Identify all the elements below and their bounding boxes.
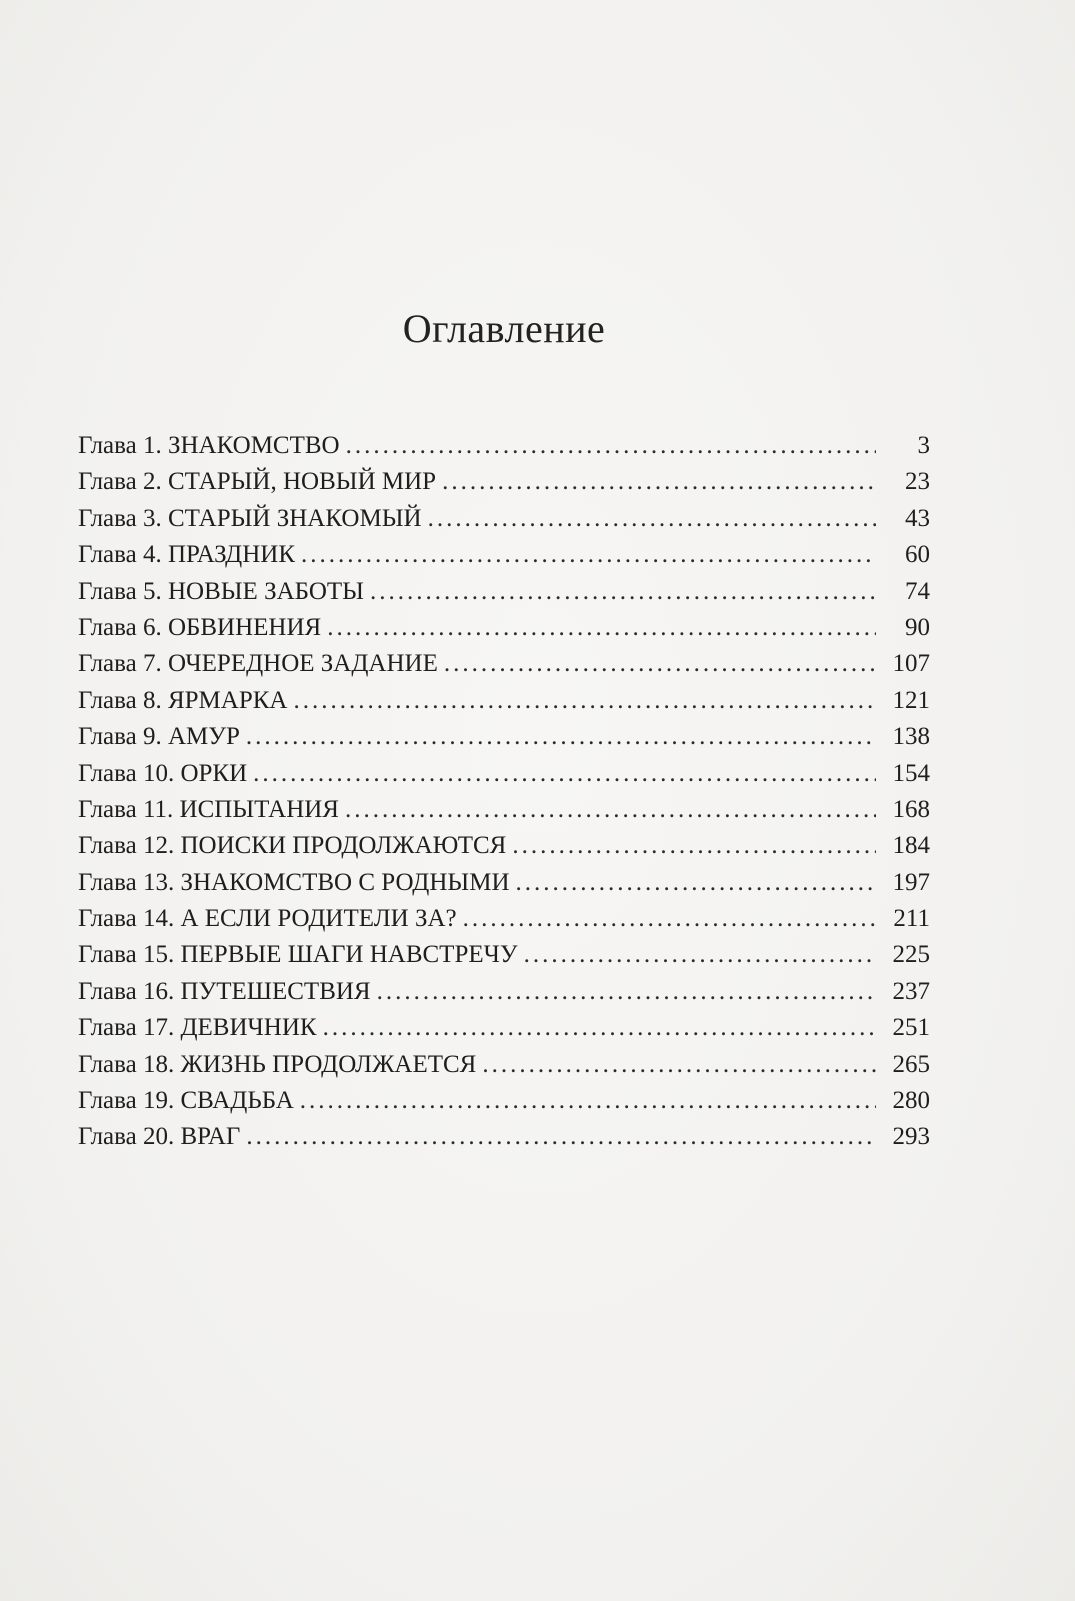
chapter-title: Глава 20. ВРАГ: [78, 1123, 241, 1151]
toc-entry: [78, 974, 930, 1010]
chapter-title: Глава 1. ЗНАКОМСТВО: [78, 432, 340, 459]
chapter-title: Глава 10. ОРКИ: [78, 759, 248, 787]
page-number: 138: [892, 723, 930, 751]
toc-entry: [78, 574, 930, 610]
chapter-title: Глава 6. ОБВИНЕНИЯ: [78, 613, 322, 641]
chapter-title: Глава 5. НОВЫЕ ЗАБОТЫ: [78, 577, 364, 605]
chapter-title: Глава 19. СВАДЬБА: [78, 1087, 294, 1115]
toc-entry: [78, 792, 930, 828]
toc-entry: [78, 828, 930, 864]
page-number: 23: [905, 468, 930, 496]
dot-leader: [246, 719, 876, 755]
chapter-title: Глава 12. ПОИСКИ ПРОДОЛЖАЮТСЯ: [78, 832, 507, 860]
toc-entry: [78, 937, 930, 973]
chapter-title: Глава 18. ЖИЗНЬ ПРОДОЛЖАЕТСЯ: [78, 1050, 477, 1078]
chapter-title: Глава 14. А ЕСЛИ РОДИТЕЛИ ЗА?: [78, 905, 457, 933]
dot-leader: [463, 901, 876, 937]
toc-entry: [78, 537, 930, 573]
toc-entry: [78, 901, 930, 937]
page-number: 90: [905, 613, 930, 641]
toc-entry: [78, 865, 930, 901]
page-number: 280: [892, 1087, 930, 1115]
toc-entry: [78, 1010, 930, 1046]
chapter-title: Глава 13. ЗНАКОМСТВО С РОДНЫМИ: [78, 868, 510, 896]
toc-entry: [78, 646, 930, 682]
page-number: 43: [905, 504, 930, 532]
page-number: 293: [892, 1123, 930, 1151]
chapter-title: Глава 9. АМУР: [78, 723, 240, 751]
toc-entry: [78, 610, 930, 646]
page-number: 237: [892, 977, 930, 1005]
chapter-title: Глава 3. СТАРЫЙ ЗНАКОМЫЙ: [78, 504, 422, 532]
page-number: 251: [892, 1014, 930, 1042]
dot-leader: [246, 1119, 876, 1155]
page-number: 225: [892, 941, 930, 969]
dot-leader: [444, 646, 876, 682]
page-number: 168: [892, 795, 930, 823]
page-number: 107: [892, 650, 930, 678]
dot-leader: [301, 537, 876, 573]
dot-leader: [300, 1083, 876, 1119]
toc-entry: [78, 464, 930, 500]
page-number: 197: [892, 868, 930, 896]
chapter-title: Глава 7. ОЧЕРЕДНОЕ ЗАДАНИЕ: [78, 650, 438, 678]
toc-entry: [78, 719, 930, 755]
toc-entry: [78, 1047, 930, 1083]
toc-list: [78, 428, 930, 1156]
page-number: 60: [905, 541, 930, 569]
dot-leader: [253, 756, 876, 792]
page-number: 184: [892, 832, 930, 860]
chapter-title: Глава 4. ПРАЗДНИК: [78, 541, 295, 569]
chapter-title: Глава 16. ПУТЕШЕСТВИЯ: [78, 977, 371, 1005]
toc-entry: [78, 501, 930, 537]
chapter-title: Глава 11. ИСПЫТАНИЯ: [78, 795, 339, 823]
dot-leader: [482, 1047, 876, 1083]
chapter-title: Глава 17. ДЕВИЧНИК: [78, 1014, 317, 1042]
toc-entry: [78, 428, 930, 464]
page-number: 3: [917, 432, 930, 459]
toc-entry: [78, 1119, 930, 1155]
page-number: 265: [892, 1050, 930, 1078]
toc-entry: [78, 756, 930, 792]
toc-heading: Оглавление: [402, 306, 606, 351]
dot-leader: [516, 865, 877, 901]
dot-leader: [323, 1010, 876, 1046]
dot-leader: [327, 610, 876, 646]
dot-leader: [370, 574, 876, 610]
page-number: 121: [892, 686, 930, 714]
dot-leader: [377, 974, 876, 1010]
dot-leader: [512, 828, 876, 864]
toc-entry: [78, 683, 930, 719]
page-number: 74: [905, 577, 930, 605]
dot-leader: [293, 683, 876, 719]
dot-leader: [524, 937, 876, 973]
chapter-title: Глава 2. СТАРЫЙ, НОВЫЙ МИР: [78, 468, 437, 496]
dot-leader: [346, 428, 876, 464]
chapter-title: Глава 8. ЯРМАРКА: [78, 686, 288, 714]
page-number: 211: [893, 905, 930, 933]
dot-leader: [428, 501, 876, 537]
dot-leader: [442, 464, 876, 500]
toc-entry: [78, 1083, 930, 1119]
chapter-title: Глава 15. ПЕРВЫЕ ШАГИ НАВСТРЕЧУ: [78, 941, 518, 969]
page-number: 154: [892, 759, 930, 787]
dot-leader: [345, 792, 876, 828]
